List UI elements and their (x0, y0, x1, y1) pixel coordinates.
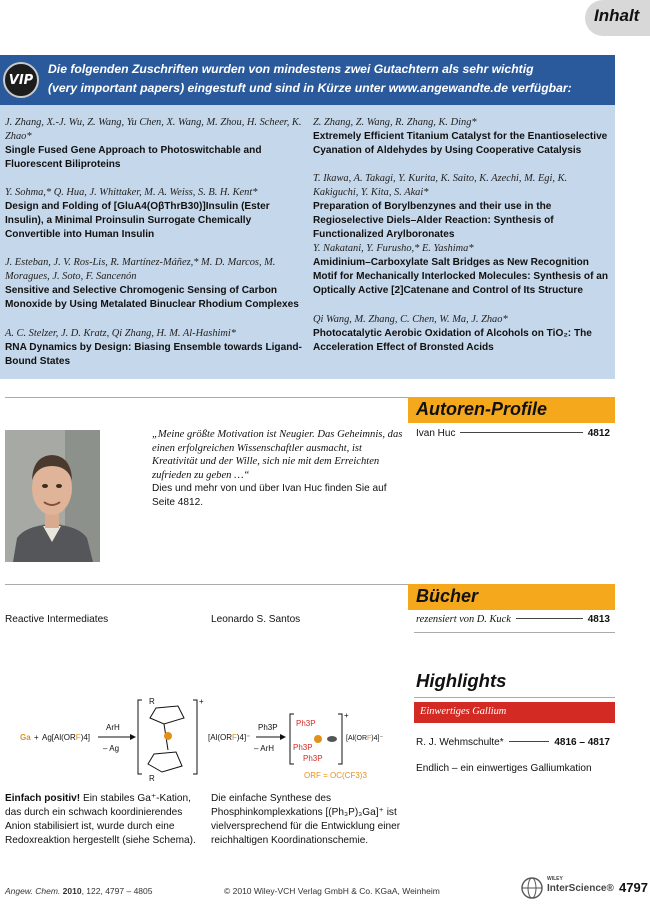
footer-journal: Angew. Chem. (5, 886, 61, 896)
entry-page[interactable]: 4813 (587, 614, 610, 625)
author-portrait-image (5, 430, 100, 562)
scheme-minus-arh: – ArH (254, 744, 275, 753)
highlight-teaser: Endlich – ein einwertiges Galliumkation (416, 763, 592, 774)
scheme-plus: + (34, 733, 39, 742)
book-author: Leonardo S. Santos (211, 614, 301, 625)
article-title[interactable]: Amidinium–Carboxylate Salt Bridges as New Recognition Motif for Mechanically Interlocked Molecules: Synthesis of an Optically Active [2]Catenane and Control of Its Structure (313, 257, 609, 296)
article-title[interactable]: Sensitive and Selective Chromogenic Sensing of Carbon Monoxide by Using Metalated Binuclear Rhodium Complexes (5, 285, 299, 310)
section-rule (5, 397, 408, 398)
scheme-arh: ArH (106, 723, 120, 732)
scheme-anion-1 (208, 733, 250, 742)
highlight-category[interactable]: Einwertiges Gallium (420, 706, 507, 717)
buecher-entry[interactable] (416, 614, 610, 625)
quote-text: „Meine größte Motivation ist Neugier. Das Geheimnis, das einen erfolgreichen Wissenschaftler ausmacht, ist Kreativität und der Wille, sich nie mit dem Erreichten zufrieden zu geben …“ (152, 429, 403, 481)
section-rule (414, 632, 615, 633)
section-rule (5, 584, 408, 585)
entry-page[interactable]: 4812 (587, 428, 610, 439)
footer-copyright: © 2010 Wiley-VCH Verlag GmbH & Co. KGaA, Weinheim (224, 886, 440, 896)
svg-text:+: + (199, 697, 204, 706)
article-authors: Y. Nakatani, Y. Furusho,* E. Yashima* (313, 243, 474, 254)
entry-leader (516, 618, 583, 619)
logo-interscience: InterScience® (547, 883, 614, 894)
globe-icon (520, 876, 544, 900)
article-title[interactable]: Photocatalytic Aerobic Oxidation of Alcohols on TiO₂: The Acceleration Effect of Bronsted Acids (313, 328, 592, 353)
vip-intro-line1: Die folgenden Zuschriften wurden von mindestens zwei Gutachtern als sehr wichtig (48, 62, 534, 76)
article-authors: J. Esteban, J. V. Ros-Lis, R. Martínez-Máñez,* M. D. Marcos, M. Moragues, J. Soto, F. Sancenón (5, 257, 276, 282)
article-authors: A. C. Stelzer, J. D. Kratz, Qi Zhang, H. M. Al-Hashimi* (5, 328, 237, 339)
entry-reviewer: rezensiert von D. Kuck (416, 614, 511, 625)
vip-article[interactable] (5, 256, 305, 312)
footer-volume: , 122, 4797 – 4805 (81, 886, 153, 896)
scheme-anion-sub: F (232, 733, 237, 742)
vip-article[interactable] (313, 116, 613, 158)
article-title[interactable]: Single Fused Gene Approach to Photoswitchable and Fluorescent Biliproteins (5, 145, 262, 170)
autoren-entry[interactable] (416, 428, 610, 439)
article-authors: Y. Sohma,* Q. Hua, J. Whittaker, M. A. Weiss, S. B. H. Kent* (5, 187, 258, 198)
scheme-anion-end: )4]⁻ (236, 733, 251, 742)
scheme-anion-sub: F (367, 735, 372, 742)
scheme-orf: ORF = OC(CF3)3 (304, 771, 367, 780)
header-title: Inhalt (594, 6, 640, 25)
vip-article[interactable] (5, 186, 305, 242)
reaction-scheme (18, 694, 384, 784)
highlight-column-1 (5, 792, 203, 848)
entry-leader (460, 432, 582, 433)
entry-name: Ivan Huc (416, 428, 456, 439)
section-rule (414, 697, 615, 698)
scheme-anion-start: [Al(OR (346, 735, 367, 742)
scheme-r-top: R (149, 697, 155, 706)
page-number: 4797 (619, 880, 648, 895)
highlight-column-2: Die einfache Synthese des Phosphinkomplexkations [(Ph₃P)₃Ga]⁺ ist vielversprechend für die Entwicklung einer reichhaltigen Koordinationschemie. (211, 793, 401, 846)
interscience-logo[interactable] (520, 876, 612, 900)
article-authors: Z. Zhang, Z. Wang, R. Zhang, K. Ding* (313, 117, 477, 128)
article-authors: T. Ikawa, A. Takagi, Y. Kurita, K. Saito, K. Azechi, M. Egi, K. Kakiguchi, Y. Kita, S. Akai* (313, 173, 568, 198)
entry-leader (509, 741, 550, 742)
scheme-reagent-end: )4] (80, 733, 91, 742)
scheme-anion-end: )4]⁻ (371, 735, 384, 742)
article-title[interactable]: Extremely Efficient Titanium Catalyst for the Enantioselective Cyanation of Aldehydes by Using Cooperative Catalysis (313, 131, 608, 156)
scheme-reagent-start: Ag[Al(OR (42, 733, 76, 742)
vip-article[interactable] (5, 327, 305, 369)
vip-article[interactable] (313, 242, 613, 298)
article-authors: J. Zhang, X.-J. Wu, Z. Wang, Yu Chen, X. Wang, M. Zhou, H. Scheer, K. Zhao* (5, 117, 302, 142)
scheme-ga: Ga (20, 733, 31, 742)
article-title[interactable]: Preparation of Borylbenzynes and their use in the Regioselective Diels–Alder Reaction: Synthesis of Functionalized Arylboronates (313, 201, 554, 240)
scheme-anion-start: [Al(OR (208, 733, 232, 742)
vip-intro-line2: (very important papers) eingestuft und sind in Kürze unter www.angewandte.de verfügbar: (48, 81, 572, 95)
quote-more: Dies und mehr von und über Ivan Huc finden Sie auf Seite 4812. (152, 483, 387, 508)
footer-year: 2010 (62, 886, 82, 896)
svg-text:+: + (344, 711, 349, 720)
section-title-autoren: Autoren-Profile (416, 399, 548, 419)
highlight-body-1: Ein stabiles Ga⁺-Kation, das durch ein schwach koordinierendes Anion stabilisiert ist, wurde durch eine Redoxreaktion hergestellt (siehe Schema). (5, 793, 196, 846)
section-title-highlights: Highlights (416, 670, 507, 691)
scheme-r-bottom: R (149, 774, 155, 783)
entry-author: R. J. Wehmschulte* (416, 737, 504, 748)
scheme-reagent (42, 733, 90, 742)
logo-wiley: WILEY (547, 876, 563, 882)
scheme-ph3p-1: Ph3P (296, 719, 316, 728)
vip-article[interactable] (313, 313, 613, 355)
article-authors: Qi Wang, M. Zhang, C. Chen, W. Ma, J. Zhao* (313, 314, 508, 325)
author-quote (152, 428, 407, 509)
vip-article[interactable] (313, 172, 613, 242)
scheme-ph3p-2: Ph3P (293, 743, 313, 752)
highlight-lead: Einfach positiv! (5, 793, 81, 804)
section-title-buecher: Bücher (416, 586, 479, 606)
scheme-minus-ag: – Ag (103, 744, 120, 753)
highlight-entry[interactable] (416, 737, 610, 748)
article-title[interactable]: RNA Dynamics by Design: Biasing Ensemble towards Ligand-Bound States (5, 342, 302, 367)
book-title[interactable]: Reactive Intermediates (5, 614, 109, 625)
scheme-anion-2 (346, 735, 383, 742)
scheme-ph3p-reagent: Ph3P (258, 723, 278, 732)
vip-logo-icon: VIP (3, 62, 39, 98)
article-title[interactable]: Design and Folding of [GluA4(OβThrB30)]Insulin (Ester Insulin), a Minimal Proinsulin Surrogate Chemically Convertible into Human Insulin (5, 201, 270, 240)
vip-article[interactable] (5, 116, 305, 172)
vip-intro (48, 60, 613, 98)
footer-citation (5, 886, 152, 896)
entry-page[interactable]: 4816 – 4817 (554, 737, 610, 748)
scheme-reagent-sub: F (75, 733, 81, 742)
scheme-ph3p-3: Ph3P (303, 754, 323, 763)
author-photo (5, 430, 100, 562)
